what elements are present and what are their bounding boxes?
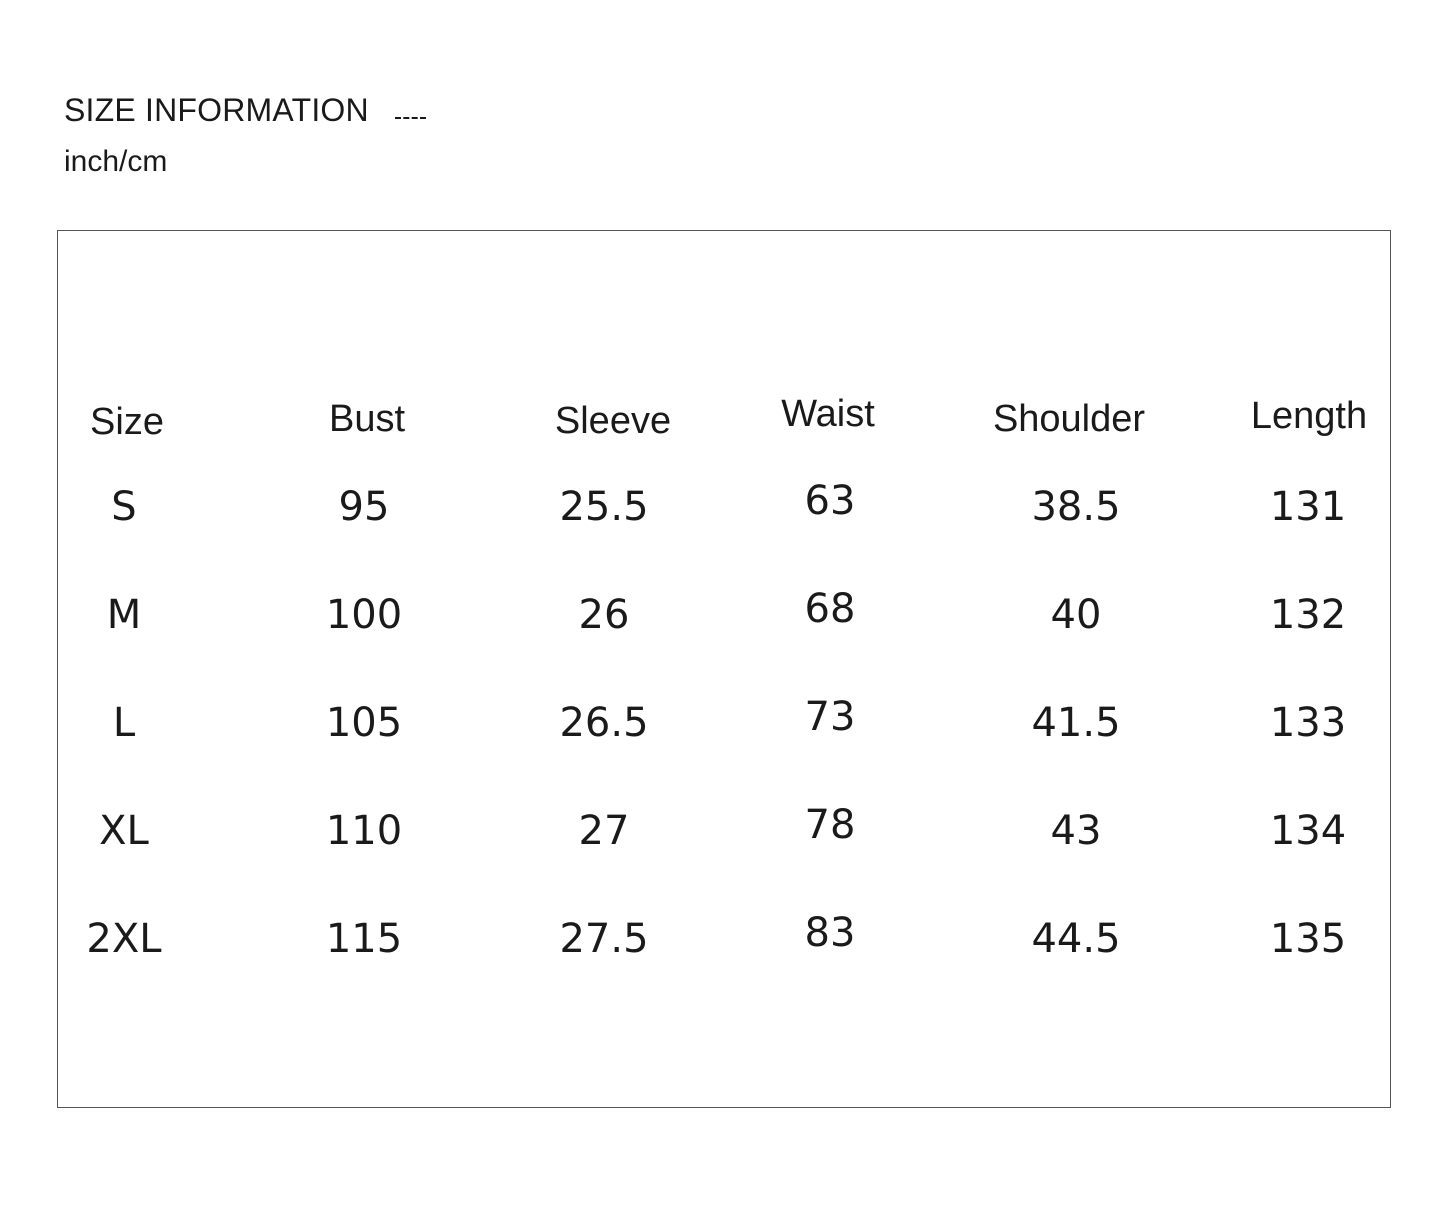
- table-cell-waist: 83: [804, 910, 856, 956]
- table-cell-shoulder: 43: [1050, 808, 1102, 854]
- table-cell-bust: 110: [325, 808, 403, 854]
- table-cell-waist: 63: [804, 478, 856, 524]
- table-cell-length: 131: [1269, 484, 1347, 530]
- table-cell-shoulder: 41.5: [1031, 700, 1121, 746]
- table-cell-length: 133: [1269, 700, 1347, 746]
- table-cell-bust: 115: [325, 916, 403, 962]
- table-cell-size: XL: [99, 808, 149, 854]
- table-cell-size: L: [112, 700, 136, 746]
- size-information-title: SIZE INFORMATION: [64, 92, 369, 128]
- table-cell-length: 132: [1269, 592, 1347, 638]
- column-header-length: Length: [1250, 395, 1368, 437]
- table-cell-length: 135: [1269, 916, 1347, 962]
- table-cell-waist: 73: [804, 694, 856, 740]
- table-cell-shoulder: 38.5: [1031, 484, 1121, 530]
- table-cell-size: 2XL: [86, 916, 162, 962]
- table-cell-shoulder: 44.5: [1031, 916, 1121, 962]
- table-cell-sleeve: 27: [578, 808, 630, 854]
- table-cell-bust: 100: [325, 592, 403, 638]
- unit-label: inch/cm: [64, 145, 168, 178]
- table-cell-length: 134: [1269, 808, 1347, 854]
- table-cell-waist: 78: [804, 802, 856, 848]
- table-cell-size: S: [111, 484, 137, 530]
- column-header-sleeve: Sleeve: [554, 400, 672, 442]
- table-cell-bust: 95: [338, 484, 390, 530]
- table-cell-size: M: [106, 592, 142, 638]
- column-header-waist: Waist: [781, 393, 875, 435]
- column-header-size: Size: [90, 401, 164, 443]
- table-cell-waist: 68: [804, 586, 856, 632]
- column-header-shoulder: Shoulder: [992, 398, 1146, 440]
- table-cell-bust: 105: [325, 700, 403, 746]
- table-cell-sleeve: 26.5: [559, 700, 649, 746]
- table-cell-sleeve: 26: [578, 592, 630, 638]
- size-table-frame: [57, 230, 1391, 1108]
- table-cell-shoulder: 40: [1050, 592, 1102, 638]
- column-header-bust: Bust: [328, 398, 406, 440]
- table-cell-sleeve: 27.5: [559, 916, 649, 962]
- title-dash-decoration: [395, 117, 426, 119]
- table-cell-sleeve: 25.5: [559, 484, 649, 530]
